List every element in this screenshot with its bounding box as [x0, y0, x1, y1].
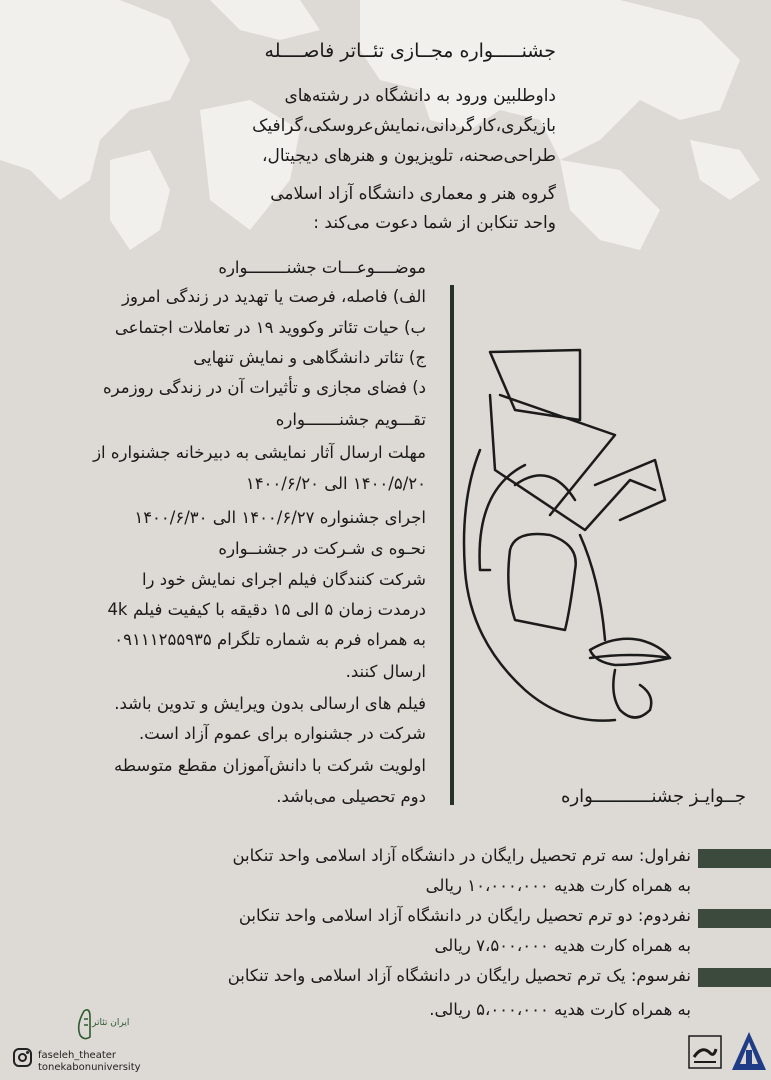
rule-no-editing: فیلم های ارسالی بدون ویرایش و تدوین باشد. [114, 694, 426, 713]
invite-line-4: گروه هنر و معماری دانشگاه آزاد اسلامی [270, 184, 556, 204]
vertical-divider [450, 285, 454, 805]
prize-1-line-2: به همراه کارت هدیه ۱۰،۰۰۰،۰۰۰ ریالی [425, 876, 691, 895]
iran-theater-caption: ایران تئاتر [92, 1018, 130, 1028]
participation-line-4: ارسال کنند. [345, 662, 426, 681]
prize-3-line-2: به همراه کارت هدیه ۵،۰۰۰،۰۰۰ ریالی. [429, 1000, 691, 1019]
topic-b: ب) حیات تئاتر وکووید ۱۹ در تعاملات اجتماعی [114, 318, 426, 337]
prize-bar-3 [698, 968, 771, 987]
participation-line-1: شرکت کنندگان فیلم اجرای نمایش خود را [141, 570, 426, 589]
prize-bar-2 [698, 909, 771, 928]
participation-line-2: درمدت زمان ۵ الی ۱۵ دقیقه با کیفیت فیلم 4k [107, 600, 426, 619]
topic-c: ج) تئاتر دانشگاهی و نمایش تنهایی [193, 348, 426, 367]
performance-dates: اجرای جشنواره ۱۴۰۰/۶/۲۷ الی ۱۴۰۰/۶/۳۰ [134, 508, 426, 527]
topic-a: الف) فاصله، فرصت یا تهدید در زندگی امروز [122, 287, 426, 306]
invite-line-1: داوطلبین ورود به دانشگاه در رشته‌های [284, 86, 556, 106]
deadline-dates: ۱۴۰۰/۵/۲۰ الی ۱۴۰۰/۶/۲۰ [245, 474, 426, 493]
prize-bar-1 [698, 849, 771, 868]
instagram-icon[interactable] [13, 1048, 32, 1067]
calendar-heading: تقـــویم جشنـــــــواره [275, 410, 426, 429]
topics-heading: موضــــوعـــات جشنــــــــواره [218, 258, 426, 277]
invite-line-2: بازیگری،کارگردانی،نمایش‌عروسکی،گرافیک [252, 116, 556, 136]
participation-heading: نحـوه ی شـرکت در جشنــواره [218, 539, 426, 558]
handle-university[interactable]: tonekabonuniversity [38, 1062, 141, 1073]
prizes-heading: جــوایـز جشنـــــــــــواره [561, 786, 746, 807]
festival-title: جشنـــــواره مجــازی تئــاتر فاصــــله [264, 40, 556, 62]
prize-2-line-2: به همراه کارت هدیه ۷،۵۰۰،۰۰۰ ریالی [434, 936, 691, 955]
theater-masks-logo-icon [688, 1035, 722, 1069]
azad-university-logo-icon [730, 1030, 768, 1072]
rule-priority: اولویت شرکت با دانش‌آموزان مقطع متوسطه [114, 756, 426, 775]
abstract-face-line-art [455, 340, 685, 740]
invite-line-5: واحد تنکابن از شما دعوت می‌کند : [313, 213, 556, 233]
prize-2-line-1: نفردوم: دو ترم تحصیل رایگان در دانشگاه آزاد اسلامی واحد تنکابن [238, 906, 691, 925]
invite-line-3: طراحی‌صحنه، تلویزیون و هنرهای دیجیتال، [261, 146, 556, 166]
handle-faseleh[interactable]: faseleh_theater [38, 1050, 117, 1061]
telegram-number-line: به همراه فرم به شماره تلگرام ۰۹۱۱۱۲۵۵۹۳۵ [114, 630, 426, 649]
prize-3-line-1: نفرسوم: یک ترم تحصیل رایگان در دانشگاه آزاد اسلامی واحد تنکابن [227, 966, 691, 985]
prize-1-line-1: نفراول: سه ترم تحصیل رایگان در دانشگاه آزاد اسلامی واحد تنکابن [232, 846, 691, 865]
topic-d: د) فضای مجازی و تأثیرات آن در زندگی روزمره [103, 378, 426, 397]
rule-priority-2: دوم تحصیلی می‌باشد. [276, 787, 426, 806]
deadline-line: مهلت ارسال آثار نمایشی به دبیرخانه جشنواره از [93, 443, 426, 462]
rule-open-to-all: شرکت در جشنواره برای عموم آزاد است. [138, 724, 426, 743]
